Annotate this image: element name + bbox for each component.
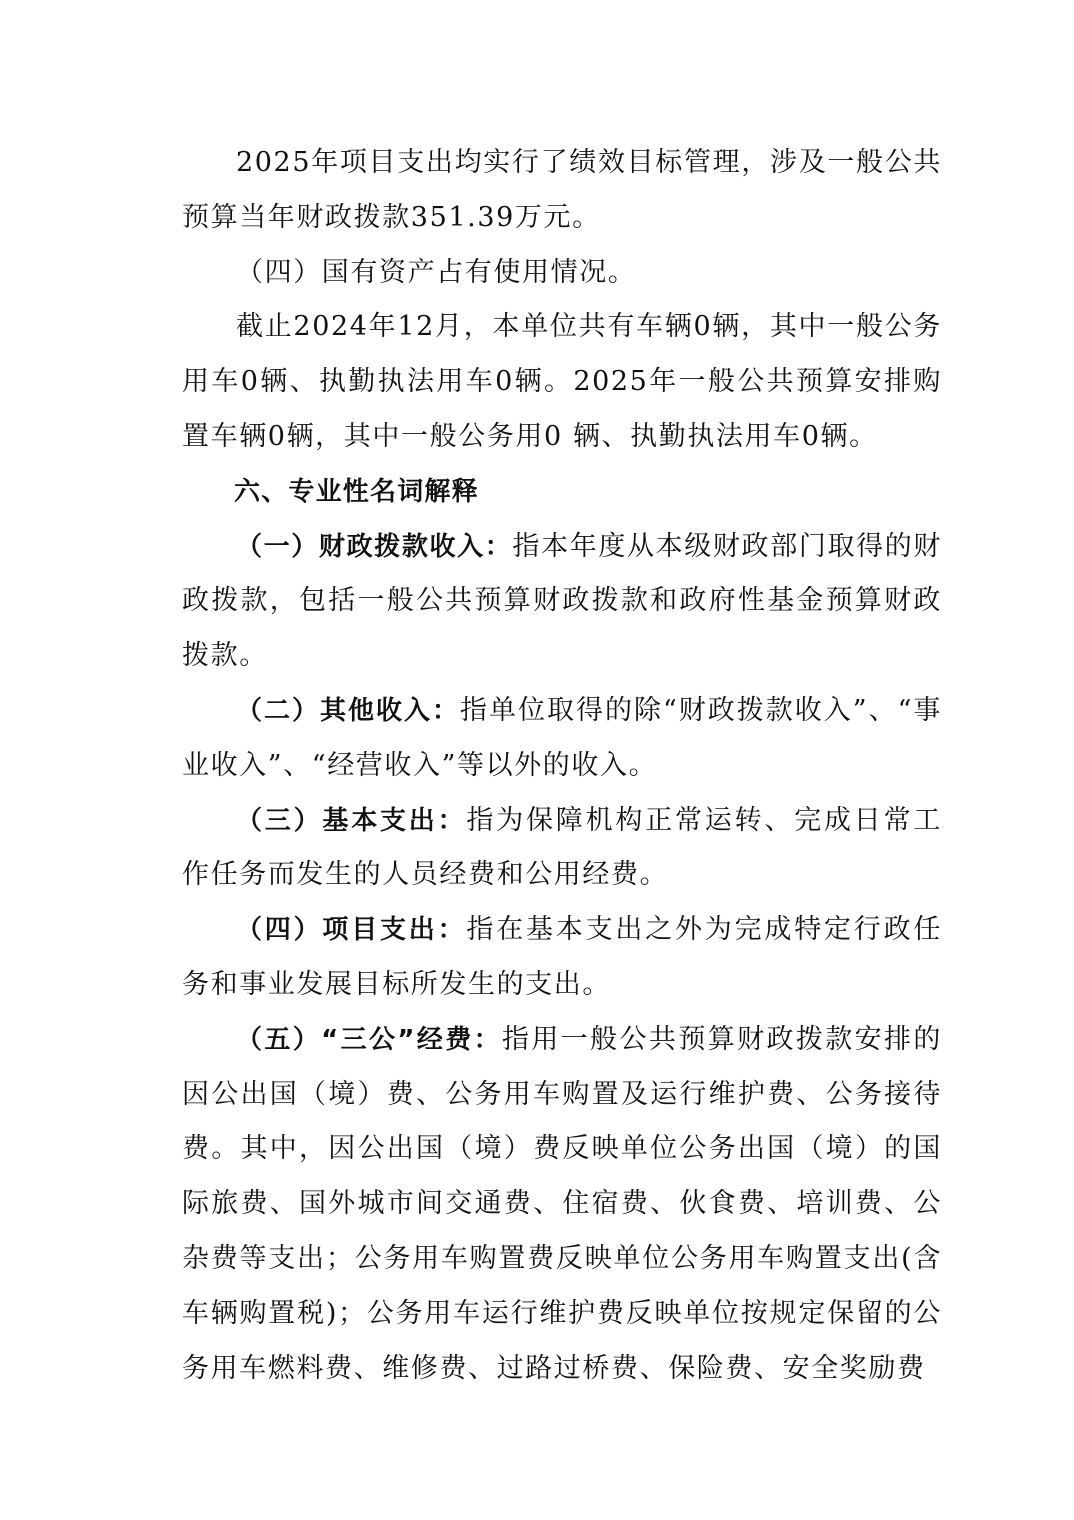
document-body bbox=[182, 136, 942, 1396]
term-definition: 指用一般公共预算财政拨款安排的因公出国（境）费、公务用车购置及运行维护费、公务接待费。其中，因公出国（境）费反映单位公务出国（境）的国际旅费、国外城市间交通费、住宿费、伙食费、培训费、公杂费等支出；公务用车购置费反映单位公务用车购置支出(含车辆购置税)；公务用车运行维护费反映单位按规定保留的公务用车燃料费、维修费、过路过桥费、保险费、安全奖励费 bbox=[182, 1023, 942, 1384]
term-label: （三）基本支出： bbox=[236, 805, 467, 836]
term-definition: 指在基本支出之外为完成特定行政任务和事业发展目标所发生的支出。 bbox=[182, 914, 942, 1000]
term-label: （一）财政拨款收入： bbox=[236, 531, 513, 562]
term-basic-expenditure bbox=[182, 794, 942, 904]
subheading-text: （四）国有资产占有使用情况。 bbox=[236, 256, 637, 288]
paragraph-text: 截止2024年12月，本单位共有车辆0辆，其中一般公务用车0辆、执勤执法用车0辆。2025年一般公共预算安排购置车辆0辆，其中一般公务用0 辆、执勤执法用车0辆。 bbox=[182, 311, 942, 452]
term-definition: 指本年度从本级财政部门取得的财政拨款，包括一般公共预算财政拨款和政府性基金预算财政拨款。 bbox=[182, 530, 942, 672]
section-heading-terms bbox=[182, 465, 942, 520]
term-project-expenditure bbox=[182, 903, 942, 1013]
term-label: （五）“三公”经费： bbox=[236, 1024, 503, 1055]
section-heading-text: 六、专业性名词解释 bbox=[234, 476, 479, 507]
paragraph-text: 2025年项目支出均实行了绩效目标管理，涉及一般公共预算当年财政拨款351.39万元。 bbox=[182, 147, 942, 233]
term-definition: 指为保障机构正常运转、完成日常工作任务而发生的人员经费和公用经费。 bbox=[182, 804, 942, 891]
term-label: （四）项目支出： bbox=[236, 915, 467, 946]
term-fiscal-appropriation-income bbox=[182, 520, 942, 684]
term-other-income bbox=[182, 684, 942, 794]
term-label: （二）其他收入： bbox=[236, 695, 460, 726]
subheading-state-assets bbox=[182, 246, 942, 301]
paragraph-vehicles bbox=[182, 300, 942, 464]
term-definition: 指单位取得的除“财政拨款收入”、“事业收入”、“经营收入”等以外的收入。 bbox=[182, 694, 942, 781]
paragraph-project-performance bbox=[182, 136, 942, 246]
term-three-public-expenses bbox=[182, 1013, 942, 1397]
